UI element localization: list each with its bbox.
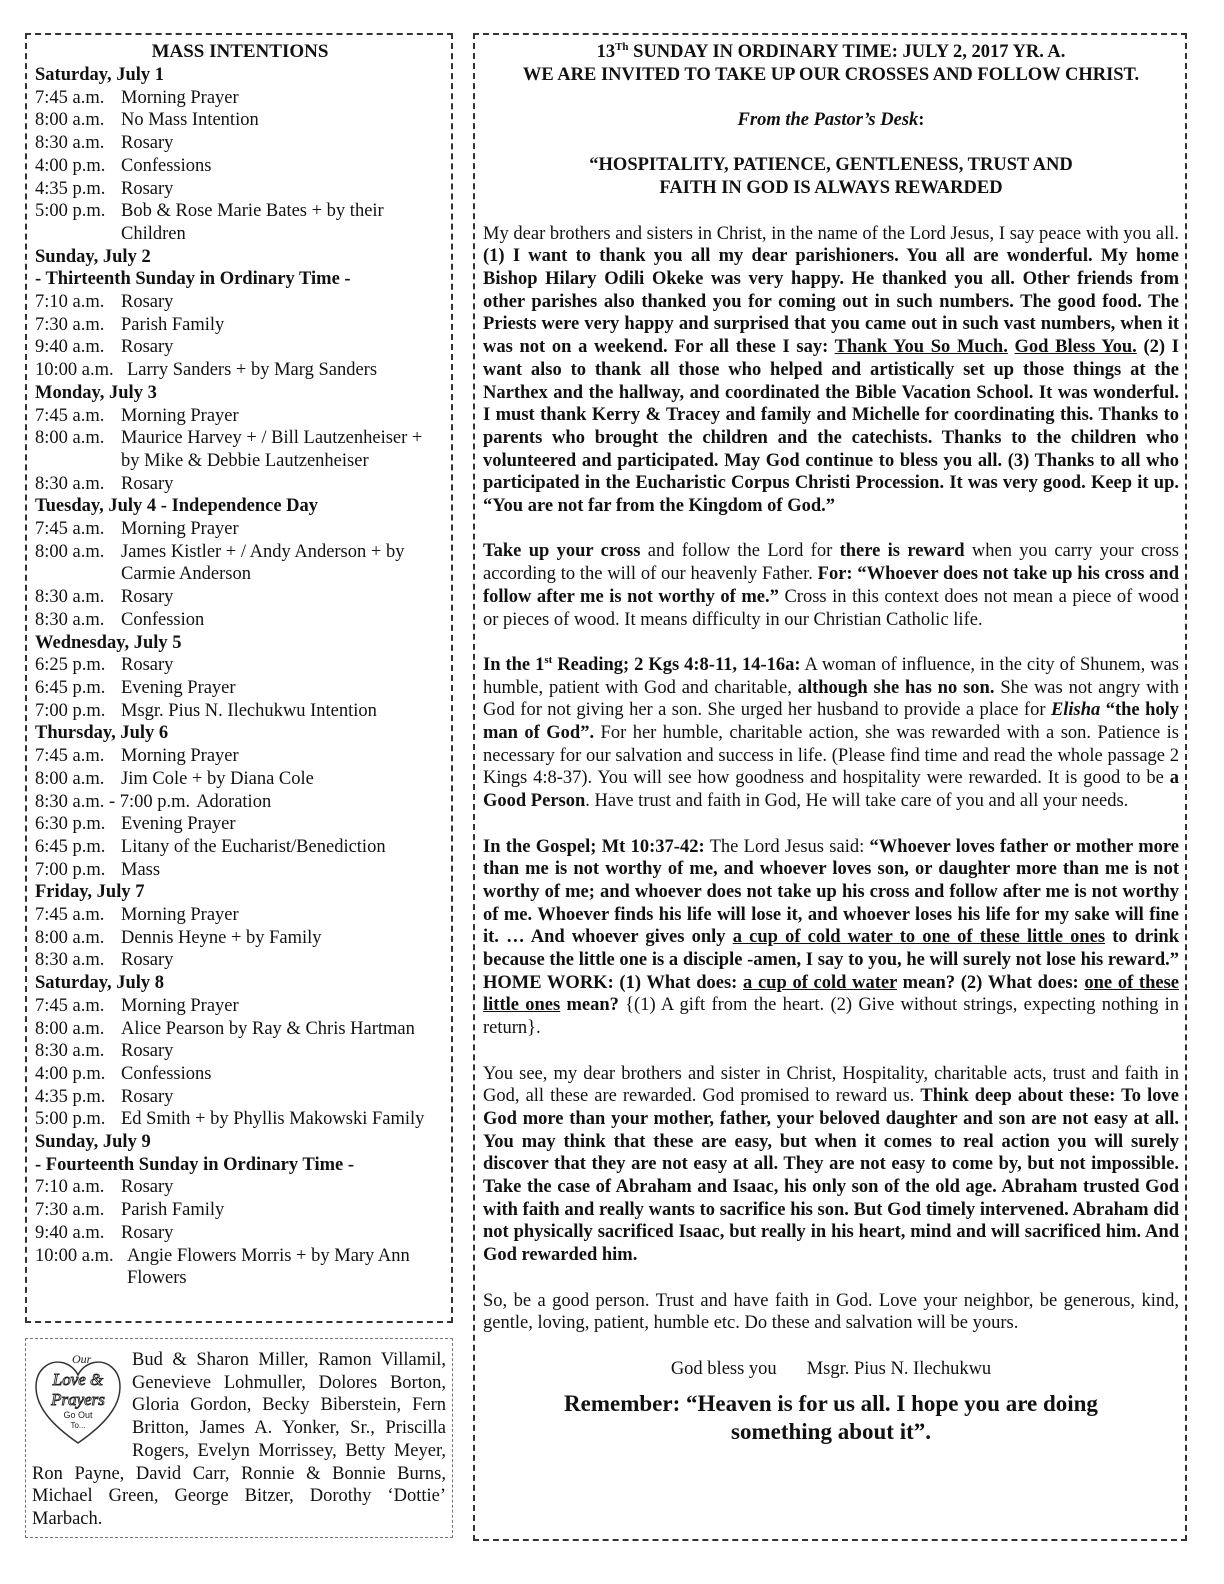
intention-entry (35, 813, 445, 836)
intention-entry (35, 1222, 445, 1245)
intention-entry (35, 427, 445, 472)
entry-time: 7:45 a.m. (35, 519, 105, 540)
from-desk-label: From the Pastor’s Desk (737, 110, 919, 131)
entry-time: 7:00 p.m. (35, 700, 106, 721)
entry-time: 8:30 a.m. (35, 473, 105, 494)
intention-entry (35, 132, 445, 155)
entry-intention: Rosary (121, 655, 174, 676)
logo-text-to: To... (70, 1421, 86, 1430)
entry-intention: Morning Prayer (121, 905, 239, 926)
intention-entry (35, 654, 445, 677)
entry-intention: Confessions (121, 155, 212, 176)
intention-entry (35, 791, 445, 814)
day-heading: Monday, July 3 (35, 382, 157, 403)
entry-intention: Rosary (121, 1222, 174, 1243)
entry-intention: Parish Family (121, 1200, 225, 1221)
entry-intention: Parish Family (121, 314, 225, 335)
entry-time: 6:45 p.m. (35, 836, 106, 857)
day-heading: Thursday, July 6 (35, 723, 169, 744)
paragraph-think-deep: You see, my dear brothers and sister in Christ, Hospitality, charitable acts, trust and faith in God, all these are rewarded. God promised to reward us. Think deep about these: To love God more than your mother, father, your beloved daughter and son are not easy at all. You may think that these are easy, but when it comes to real action you will surely discover that they are not easy at all. They are not easy to come by, but not impossible. Take the case of Abraham and Isaac, his only son of the old age. Abraham trusted God with faith and really wants to sacrifice his son. But God timely intervened. Abraham did not physically sacrificed Isaac, but really in his heart, mind and will sacrificed him. And God rewarded him. (483, 1063, 1179, 1266)
intention-entry (35, 904, 445, 927)
intention-entry (35, 1245, 445, 1290)
entry-intention: Angie Flowers Morris + by Mary Ann Flowers (127, 1245, 410, 1289)
entry-time: 8:00 a.m. (35, 541, 105, 562)
letter-theme: WE ARE INVITED TO TAKE UP OUR CROSSES AND FOLLOW CHRIST. (522, 64, 1140, 85)
entry-time: 7:10 a.m. (35, 1177, 105, 1198)
intention-entry (35, 109, 445, 132)
entry-time: 7:00 p.m. (35, 859, 106, 880)
entry-time: 7:45 a.m. (35, 905, 105, 926)
entry-intention: Dennis Heyne + by Family (121, 927, 322, 948)
entry-intention: Rosary (121, 133, 174, 154)
entry-intention: Morning Prayer (121, 519, 239, 540)
prayer-list-names: Bud & Sharon Miller, Ramon Villamil, Genevieve Lohmuller, Dolores Borton, Gloria Gordon, Becky Biberstein, Fern Britton, James A. Yonker, Sr., Priscilla Rogers, Evelyn Morrissey, Betty Meyer, Ron Payne, David Carr, Ronnie & Bonnie Burns, Michael Green, George Bitzer, Dorothy ‘Dottie’ Marbach. (32, 1350, 446, 1529)
entry-intention: Morning Prayer (121, 746, 239, 767)
entry-time: 4:35 p.m. (35, 1086, 106, 1107)
entry-time: 5:00 p.m. (35, 1109, 106, 1130)
letter-heading (483, 41, 1179, 64)
intention-entry (35, 586, 445, 609)
entry-time: 8:30 a.m. (35, 950, 105, 971)
intention-entry (35, 745, 445, 768)
day-heading: Tuesday, July 4 - Independence Day (35, 496, 319, 517)
day-heading: Saturday, July 8 (35, 973, 165, 994)
intention-entry (35, 1176, 445, 1199)
entry-intention: Litany of the Eucharist/Benediction (121, 836, 386, 857)
entry-intention: Rosary (121, 178, 174, 199)
intention-entry (35, 700, 445, 723)
entry-time: 6:25 p.m. (35, 655, 106, 676)
entry-time: 7:45 a.m. (35, 405, 105, 426)
logo-text-love: Love & (52, 1370, 104, 1389)
signature-blessing: God bless you (670, 1358, 777, 1379)
intention-entry (35, 1040, 445, 1063)
intention-entry (35, 200, 445, 245)
entry-intention: Morning Prayer (121, 995, 239, 1016)
logo-text-our: Our (72, 1352, 92, 1366)
entry-intention: Msgr. Pius N. Ilechukwu Intention (121, 700, 377, 721)
intention-entry (35, 178, 445, 201)
entry-time: 8:30 a.m. (35, 609, 105, 630)
entry-intention: Rosary (121, 473, 174, 494)
signature (483, 1358, 1179, 1381)
intention-entry (35, 949, 445, 972)
entry-time: 5:00 p.m. (35, 201, 106, 222)
entry-intention: Rosary (121, 587, 174, 608)
entry-time: 6:45 p.m. (35, 677, 106, 698)
logo-text-prayers: Prayers (51, 1390, 105, 1409)
intention-entry (35, 768, 445, 791)
intention-entry (35, 359, 445, 382)
entry-intention: Confessions (121, 1063, 212, 1084)
day-subtitle: - Thirteenth Sunday in Ordinary Time - (35, 269, 351, 290)
entry-time: 8:00 a.m. (35, 768, 105, 789)
mass-intentions-box (25, 33, 453, 1323)
day-heading: Sunday, July 2 (35, 246, 151, 267)
entry-intention: Rosary (121, 1041, 174, 1062)
entry-intention: Rosary (121, 1177, 174, 1198)
intention-entry (35, 677, 445, 700)
entry-intention: No Mass Intention (121, 110, 259, 131)
entry-time: 9:40 a.m. (35, 337, 105, 358)
day-heading: Saturday, July 1 (35, 65, 165, 85)
intention-entry (35, 1199, 445, 1222)
logo-text-go-out: Go Out (63, 1410, 93, 1420)
entry-time: 8:30 a.m. (35, 587, 105, 608)
intention-entry (35, 1086, 445, 1109)
love-and-prayers-logo (32, 1347, 124, 1447)
intention-entry (35, 1108, 445, 1131)
entry-time: 7:30 a.m. (35, 314, 105, 335)
entry-time: 8:00 a.m. (35, 110, 105, 131)
entry-time: 4:00 p.m. (35, 1063, 106, 1084)
entry-intention: Evening Prayer (121, 677, 236, 698)
entry-time: 8:30 a.m. (35, 1041, 105, 1062)
entry-intention: Evening Prayer (121, 814, 236, 835)
intention-entry (35, 927, 445, 950)
intention-entry (35, 1063, 445, 1086)
intention-entry (35, 87, 445, 110)
entry-intention: Confession (121, 609, 205, 630)
entry-intention: Rosary (121, 292, 174, 313)
intention-entry (35, 995, 445, 1018)
entry-time: 6:30 p.m. (35, 814, 106, 835)
entry-time: 7:30 a.m. (35, 1200, 105, 1221)
entry-time: 8:00 a.m. (35, 1018, 105, 1039)
entry-time: 10:00 a.m. (35, 1245, 114, 1266)
signature-name: Msgr. Pius N. Ilechukwu (806, 1358, 992, 1379)
entry-time: 7:45 a.m. (35, 995, 105, 1016)
from-desk-colon: : (918, 110, 925, 131)
intention-entry (35, 405, 445, 428)
heading-superscript: Th (615, 40, 629, 53)
intention-entry (35, 609, 445, 632)
entry-time: 9:40 a.m. (35, 1222, 105, 1243)
entry-intention: Adoration (196, 791, 272, 812)
paragraph-first-reading: In the 1st Reading; 2 Kgs 4:8-11, 14-16a: A woman of influence, in the city of Shunem, was humble, patient with God and charitable, although she has no son. She was not angry with God for not giving her a son. She urged her husband to provide a place for Elisha “the holy man of God”. For her humble, charitable action, she was rewarded with a son. Patience is necessary for our salvation and success in life. (Please find time and read the whole passage 2 Kings 4:8-37). You will see how goodness and hospitality were rewarded. It is good to be a Good Person. Have trust and faith in God, He will take care of you and all your needs. (483, 653, 1179, 812)
entry-time: 4:35 p.m. (35, 178, 106, 199)
entry-intention: Maurice Harvey + / Bill Lautzenheiser + by Mike & Debbie Lautzenheiser (121, 428, 423, 471)
intention-entry (35, 314, 445, 337)
intention-entry (35, 518, 445, 541)
entry-time: 4:00 p.m. (35, 155, 106, 176)
entry-intention: Jim Cole + by Diana Cole (121, 768, 314, 789)
paragraph-closing: So, be a good person. Trust and have faith in God. Love your neighbor, be generous, kind, gentle, loving, patient, humble etc. Do these and salvation will be yours. (483, 1290, 1179, 1334)
intention-entry (35, 859, 445, 882)
entry-intention: Bob & Rose Marie Bates + by their Children (121, 201, 384, 244)
intention-entry (35, 1018, 445, 1041)
intention-entry (35, 541, 445, 586)
entry-intention: Larry Sanders + by Marg Sanders (127, 360, 378, 381)
paragraph-gospel: In the Gospel; Mt 10:37-42: The Lord Jesus said: “Whoever loves father or mother more than me is not worthy of me, and whoever loves son, or daughter more than me is not worthy of me; and whoever does not take up his cross and follow after me is not worthy of me. Whoever finds his life will lose it, and whoever loses his life for my sake will fine it. … And whoever gives only a cup of cold water to one of these little ones to drink because the little one is a disciple -amen, I say to you, he will surely not lose his reward.” HOME WORK: (1) What does: a cup of cold water mean? (2) What does: one of these little ones mean? {(1) A gift from the heart. (2) Give without strings, expecting nothing in return}. (483, 836, 1179, 1039)
paragraph-take-up-cross: Take up your cross and follow the Lord for there is reward when you carry your cross according to the will of our heavenly Father. For: “Whoever does not take up his cross and follow after me is not worthy of me.” Cross in this context does not mean a piece of wood or pieces of wood. It means difficulty in our Christian Catholic life. (483, 541, 1180, 630)
entry-intention: Morning Prayer (121, 87, 239, 108)
paragraph-thanks: My dear brothers and sisters in Christ, in the name of the Lord Jesus, I say peace with you all. (1) I want to thank you all my dear parishioners. You all are wonderful. My home Bishop Hilary Odili Okeke was very happy. He thanked you all. Other friends from other parishes also thanked you for coming out in such numbers. The good food. The Priests were very happy and surprised that you came out in such vast numbers, when it was not on a weekend. For all these I say: Thank You So Much. God Bless You. (2) I want also to thank all those who helped and artistically set up those things at the Narthex and the hallway, and coordinated the Bible Vacation School. It was wonderful. I must thank Kerry & Tracey and family and Michelle for coordinating this. Thanks to parents who brought the children and the catechists. Thanks to the children who volunteered and participated. May God continue to bless you all. (3) Thanks to all who participated in the Eucharistic Corpus Christi Procession. It was very good. Keep it up. “You are not far from the Kingdom of God.” (483, 223, 1179, 517)
day-subtitle: - Fourteenth Sunday in Ordinary Time - (35, 1154, 354, 1175)
intention-entry (35, 155, 445, 178)
entry-intention: Rosary (121, 1086, 174, 1107)
intention-entry (35, 291, 445, 314)
intention-entry (35, 473, 445, 496)
intention-entry (35, 336, 445, 359)
entry-time: 8:00 a.m. (35, 428, 105, 449)
entry-time: 8:30 a.m. (35, 133, 105, 154)
mass-intentions-title: MASS INTENTIONS (151, 41, 329, 62)
entry-time: 7:45 a.m. (35, 746, 105, 767)
entry-intention: James Kistler + / Andy Anderson + by Carmie Anderson (121, 541, 405, 585)
mass-intentions-list (35, 64, 445, 1290)
from-pastors-desk (483, 109, 1179, 132)
day-heading: Wednesday, July 5 (35, 632, 182, 653)
prayer-list-box (25, 1338, 453, 1538)
entry-intention: Morning Prayer (121, 405, 239, 426)
entry-intention: Alice Pearson by Ray & Chris Hartman (121, 1018, 415, 1039)
day-heading: Sunday, July 9 (35, 1132, 151, 1153)
entry-time: 10:00 a.m. (35, 360, 114, 381)
entry-intention: Rosary (121, 337, 174, 358)
letter-title-line2: FAITH IN GOD IS ALWAYS REWARDED (659, 178, 1003, 199)
heading-date: SUNDAY IN ORDINARY TIME: JULY 2, 2017 YR. A. (628, 42, 1066, 62)
entry-intention: Rosary (121, 950, 174, 971)
remember-quote (483, 1390, 1179, 1446)
letter-title-line1: “HOSPITALITY, PATIENCE, GENTLENESS, TRUST AND (589, 155, 1073, 176)
entry-time: 8:30 a.m. - 7:00 p.m. (35, 791, 191, 812)
entry-time: 7:10 a.m. (35, 292, 105, 313)
entry-intention: Ed Smith + by Phyllis Makowski Family (121, 1109, 425, 1130)
entry-intention: Mass (121, 859, 161, 880)
entry-time: 7:45 a.m. (35, 87, 105, 108)
remember-line2: something about it”. (731, 1419, 931, 1445)
remember-line1: Remember: “Heaven is for us all. I hope you are doing (564, 1391, 1098, 1417)
day-heading: Friday, July 7 (35, 882, 145, 903)
entry-time: 8:00 a.m. (35, 927, 105, 948)
intention-entry (35, 836, 445, 859)
pastor-letter-box (473, 33, 1187, 1541)
heading-number: 13 (596, 42, 616, 62)
